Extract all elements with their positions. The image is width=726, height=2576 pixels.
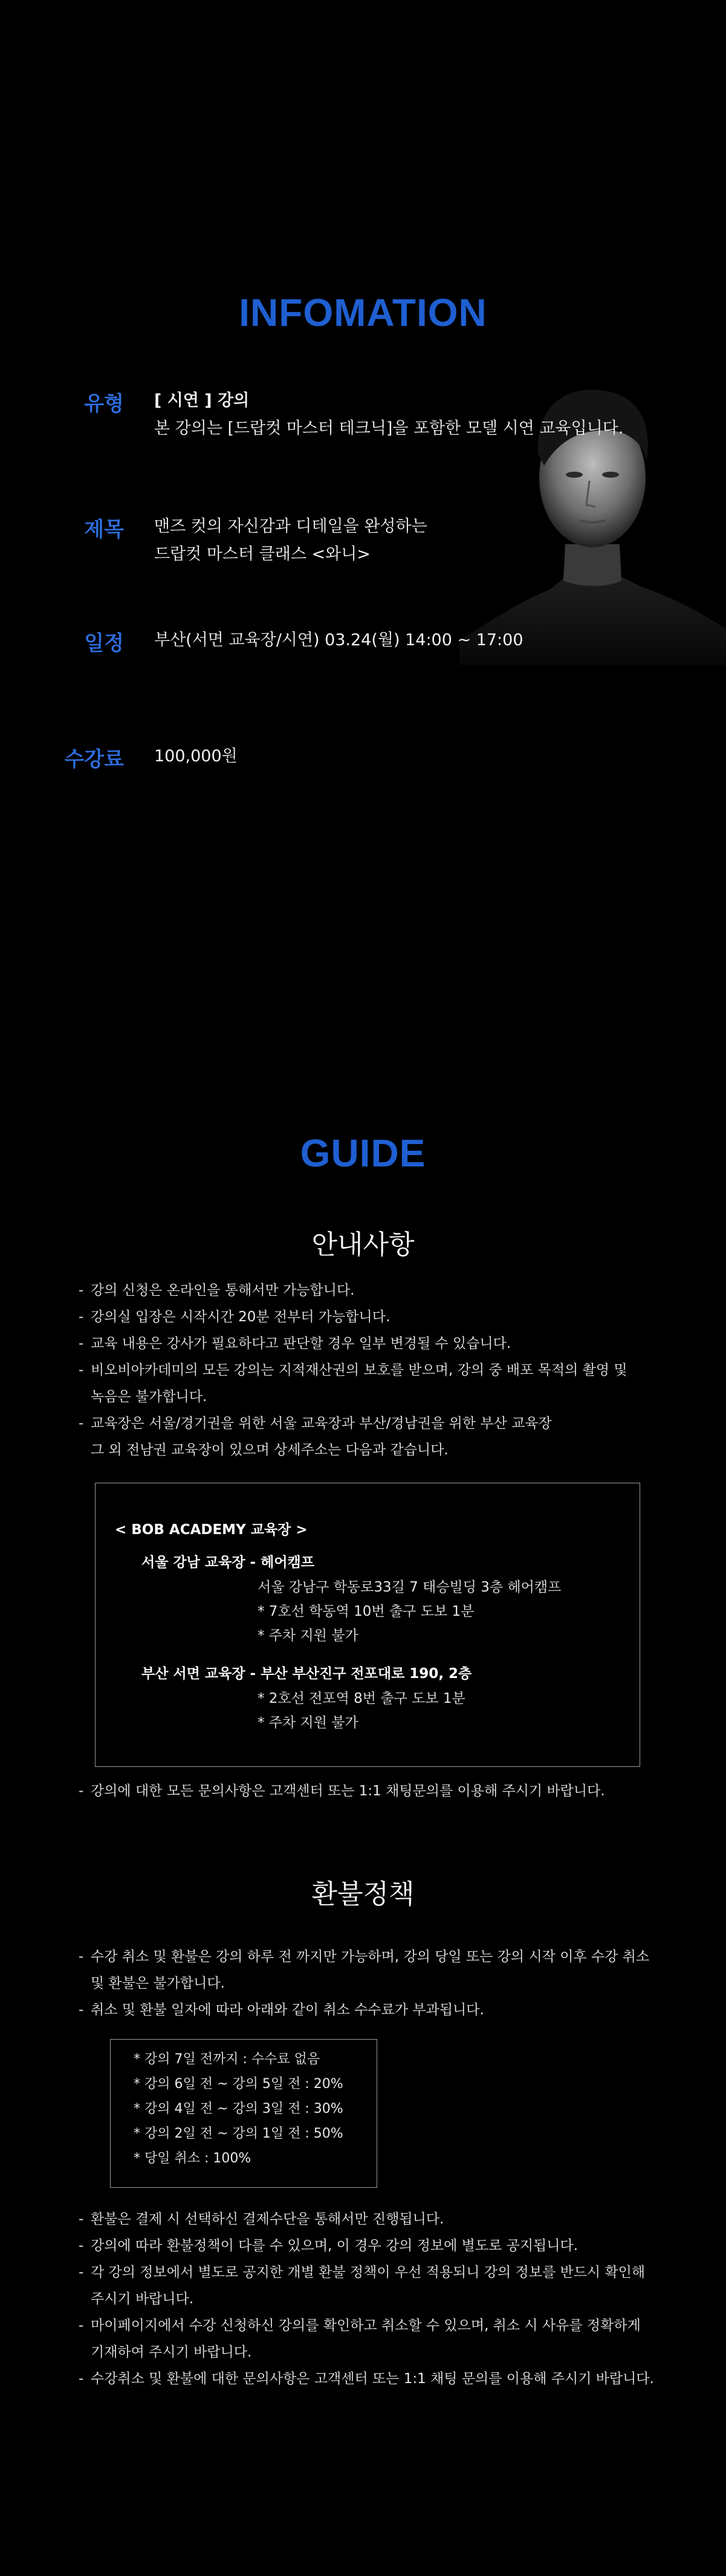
fee-item: * 당일 취소 : 100% [134, 2151, 251, 2166]
fee-item: * 강의 7일 전까지 : 수수료 없음 [134, 2052, 320, 2067]
list-item: - 마이페이지에서 수강 신청하신 강의를 확인하고 취소할 수 있으며, 취소 시 사유를 정확하게 [79, 2312, 659, 2339]
list-item-continued: 및 환불은 불가합니다. [91, 1976, 225, 1991]
refund-title: 환불정책 [311, 1879, 415, 1910]
fee-table-box [110, 2039, 377, 2188]
list-item: - 교육장은 서울/경기권을 위한 서울 교육장과 부산/경남권을 위한 부산 교육장 [79, 1410, 659, 1437]
list-item: - 수강취소 및 환불에 대한 문의사항은 고객센터 또는 1:1 채팅 문의를 이용해 주시기 바랍니다. [79, 2366, 659, 2392]
info-label-schedule: 일정 [84, 631, 124, 655]
info-label-type: 유형 [84, 392, 124, 416]
guide-section-title: GUIDE [300, 1131, 426, 1175]
list-item: - 강의에 따라 환불정책이 다를 수 있으며, 이 경우 강의 정보에 별도로 공지됩니다. [79, 2233, 659, 2259]
refund-list-top [79, 1943, 659, 2023]
busan-label: 부산 서면 교육장 - 부산 부산진구 전포대로 190, 2층 [141, 1666, 472, 1682]
list-item: - 취소 및 환불 일자에 따라 아래와 같이 취소 수수료가 부과됩니다. [79, 1997, 659, 2023]
list-item: - 강의실 입장은 시작시간 20분 전부터 가능합니다. [79, 1304, 659, 1330]
list-item-continued: 기재하여 주시기 바랍니다. [91, 2344, 252, 2360]
list-item: - 교육 내용은 강사가 필요하다고 판단할 경우 일부 변경될 수 있습니다. [79, 1330, 659, 1357]
info-label-fee: 수강료 [64, 747, 124, 772]
list-item-continued: 주시기 바랍니다. [91, 2291, 194, 2307]
academy-info-box [95, 1483, 640, 1767]
fee-item: * 강의 4일 전 ~ 강의 3일 전 : 30% [134, 2101, 343, 2116]
list-item-continued: 녹음은 불가합니다. [91, 1389, 207, 1405]
list-item-continued: 그 외 전남권 교육장이 있으며 상세주소는 다음과 같습니다. [91, 1442, 449, 1458]
list-item: - 강의 신청은 온라인을 통해서만 가능합니다. [79, 1277, 659, 1304]
info-value-type: [ 시연 ] 강의 본 강의는 [드랍컷 마스터 테크닉]을 포함한 모델 시연 교육입니다. [154, 391, 624, 438]
seoul-address: 서울 강남구 학동로33길 7 태승빌딩 3층 헤어캠프 * 7호선 학동역 10번 출구 도보 1분 * 주차 지원 불가 [258, 1579, 562, 1644]
info-section-title: INFOMATION [239, 291, 487, 334]
info-value-title: 맨즈 컷의 자신감과 디테일을 완성하는 드랍컷 마스터 클래스 <와니> [154, 517, 427, 564]
notice-list [79, 1277, 659, 1463]
list-item: - 비오비아카데미의 모든 강의는 지적재산권의 보호를 받으며, 강의 중 배포 목적의 촬영 및 [79, 1357, 659, 1384]
fee-item: * 강의 6일 전 ~ 강의 5일 전 : 20% [134, 2077, 343, 2092]
seoul-label: 서울 강남 교육장 - 헤어캠프 [141, 1555, 314, 1570]
list-item: - 각 강의 정보에서 별도로 공지한 개별 환불 정책이 우선 적용되니 강의 정보를 반드시 확인해 [79, 2259, 659, 2286]
busan-address: * 2호선 전포역 8번 출구 도보 1분 * 주차 지원 불가 [258, 1691, 465, 1731]
info-label-title: 제목 [84, 518, 124, 542]
list-item: - 강의에 대한 모든 문의사항은 고객센터 또는 1:1 채팅문의를 이용해 주시기 바랍니다. [79, 1778, 659, 1804]
fee-list [134, 2047, 343, 2171]
info-value-schedule: 부산(서면 교육장/시연) 03.24(월) 14:00 ~ 17:00 [154, 631, 523, 649]
notice-title: 안내사항 [311, 1229, 415, 1260]
refund-list-bottom [79, 2206, 659, 2392]
academy-heading: < BOB ACADEMY 교육장 > [115, 1522, 308, 1538]
inquiry-list [79, 1778, 659, 1804]
list-item: - 환불은 결제 시 선택하신 결제수단을 통해서만 진행됩니다. [79, 2206, 659, 2233]
fee-item: * 강의 2일 전 ~ 강의 1일 전 : 50% [134, 2126, 343, 2141]
info-value-fee: 100,000원 [154, 747, 238, 766]
list-item: - 수강 취소 및 환불은 강의 하루 전 까지만 가능하며, 강의 당일 또는 강의 시작 이후 수강 취소 [79, 1943, 659, 1970]
